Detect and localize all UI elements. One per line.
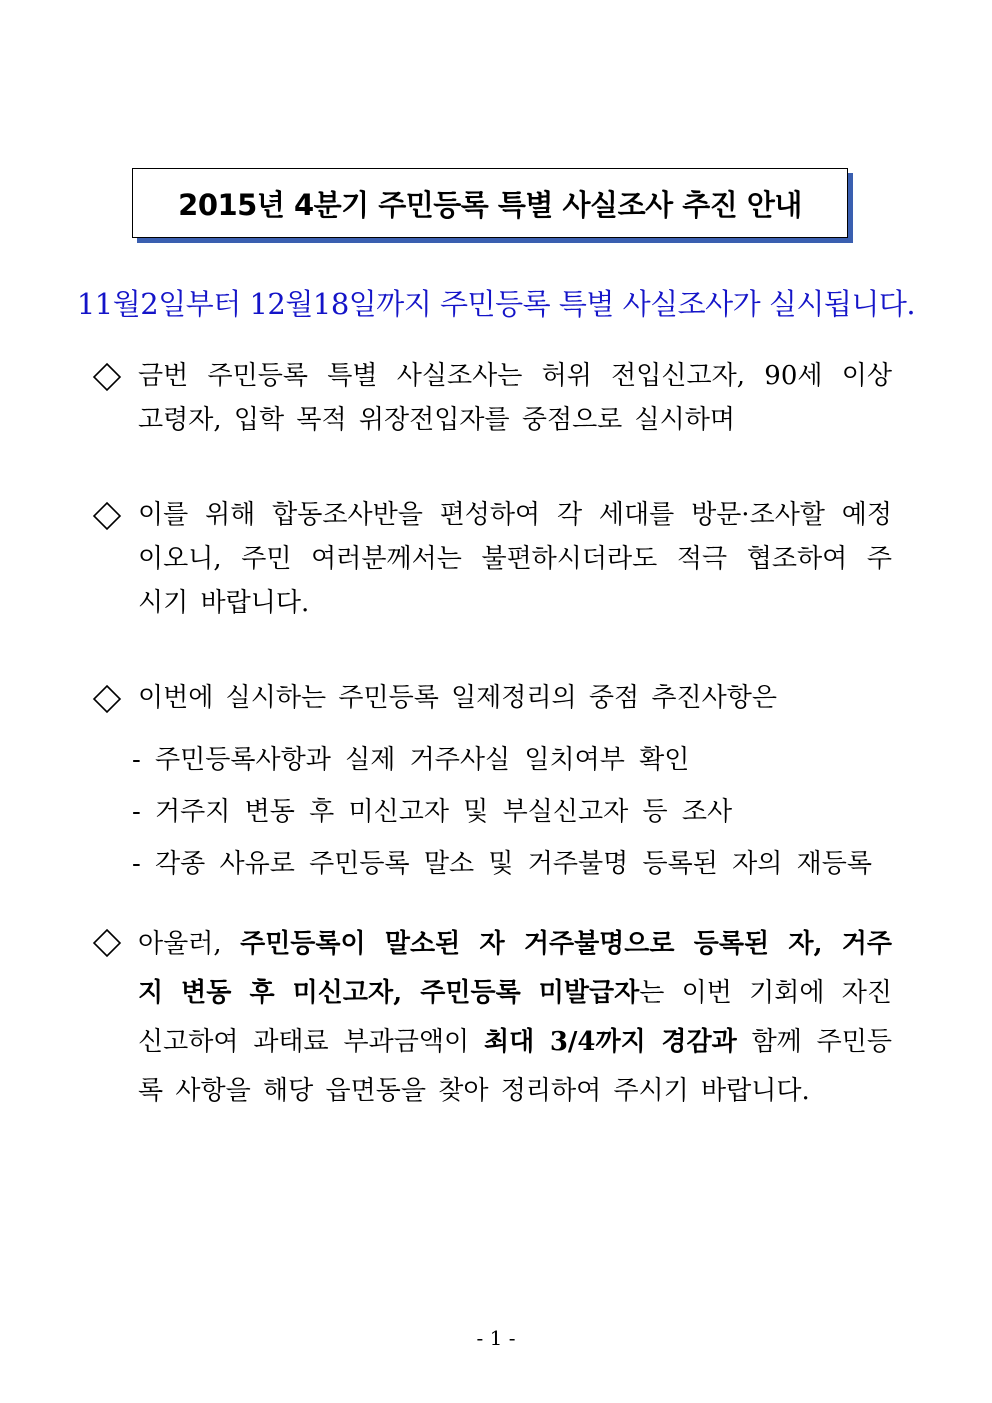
diamond-outline-icon xyxy=(92,493,138,537)
section-1-line-1: 금번 주민등록 특별 사실조사는 허위 전입신고자, 90세 이상 xyxy=(138,361,892,391)
list-item: - 각종 사유로 주민등록 말소 및 거주불명 등록된 자의 재등록 xyxy=(132,849,872,879)
diamond-outline-icon xyxy=(92,920,138,964)
section-1-line-2: 고령자, 입학 목적 위장전입자를 중점으로 실시하며 xyxy=(138,405,736,435)
list-item: - 거주지 변동 후 미신고자 및 부실신고자 등 조사 xyxy=(132,797,733,827)
section-4-line-1-bold: 주민등록이 말소된 자 거주불명으로 등록된 자, 거주 xyxy=(240,929,892,959)
document-title: 2015년 4분기 주민등록 특별 사실조사 추진 안내 xyxy=(178,187,802,222)
section-2-line-2: 이오니, 주민 여러분께서는 불편하시더라도 적극 협조하여 주 xyxy=(138,544,892,574)
section-4 xyxy=(92,920,892,1116)
section-4-line-3-normal-b: 함께 주민등 xyxy=(736,1027,892,1057)
section-4-line-3-bold: 최대 3/4까지 경감과 xyxy=(483,1027,737,1057)
diamond-outline-icon xyxy=(92,354,138,398)
section-1 xyxy=(92,354,892,442)
list-item: - 주민등록사항과 실제 거주사실 일치여부 확인 xyxy=(132,745,690,775)
section-4-line-1-normal: 아울러, xyxy=(138,929,241,959)
section-2-line-1: 이를 위해 합동조사반을 편성하여 각 세대를 방문·조사할 예정 xyxy=(138,500,892,530)
page-number: - 1 - xyxy=(476,1326,516,1350)
section-3 xyxy=(92,676,892,720)
section-4-line-2-normal: 는 이번 기회에 자진 xyxy=(639,978,892,1008)
section-2 xyxy=(92,493,892,625)
diamond-outline-icon xyxy=(92,676,138,720)
section-4-line-2 xyxy=(138,969,892,1018)
section-4-line-2-bold: 지 변동 후 미신고자, 주민등록 미발급자 xyxy=(138,978,640,1008)
section-4-line-3 xyxy=(138,1018,892,1067)
title-box xyxy=(132,168,848,238)
section-4-line-1 xyxy=(138,920,892,969)
section-3-heading: 이번에 실시하는 주민등록 일제정리의 중점 추진사항은 xyxy=(138,683,777,713)
section-4-line-3-normal-a: 신고하여 과태료 부과금액이 xyxy=(138,1027,484,1057)
section-4-line-4: 록 사항을 해당 읍면동을 찾아 정리하여 주시기 바랍니다. xyxy=(138,1076,810,1106)
subtitle: 11월2일부터 12월18일까지 주민등록 특별 사실조사가 실시됩니다. xyxy=(76,287,916,321)
section-2-line-3: 시기 바랍니다. xyxy=(138,588,310,618)
